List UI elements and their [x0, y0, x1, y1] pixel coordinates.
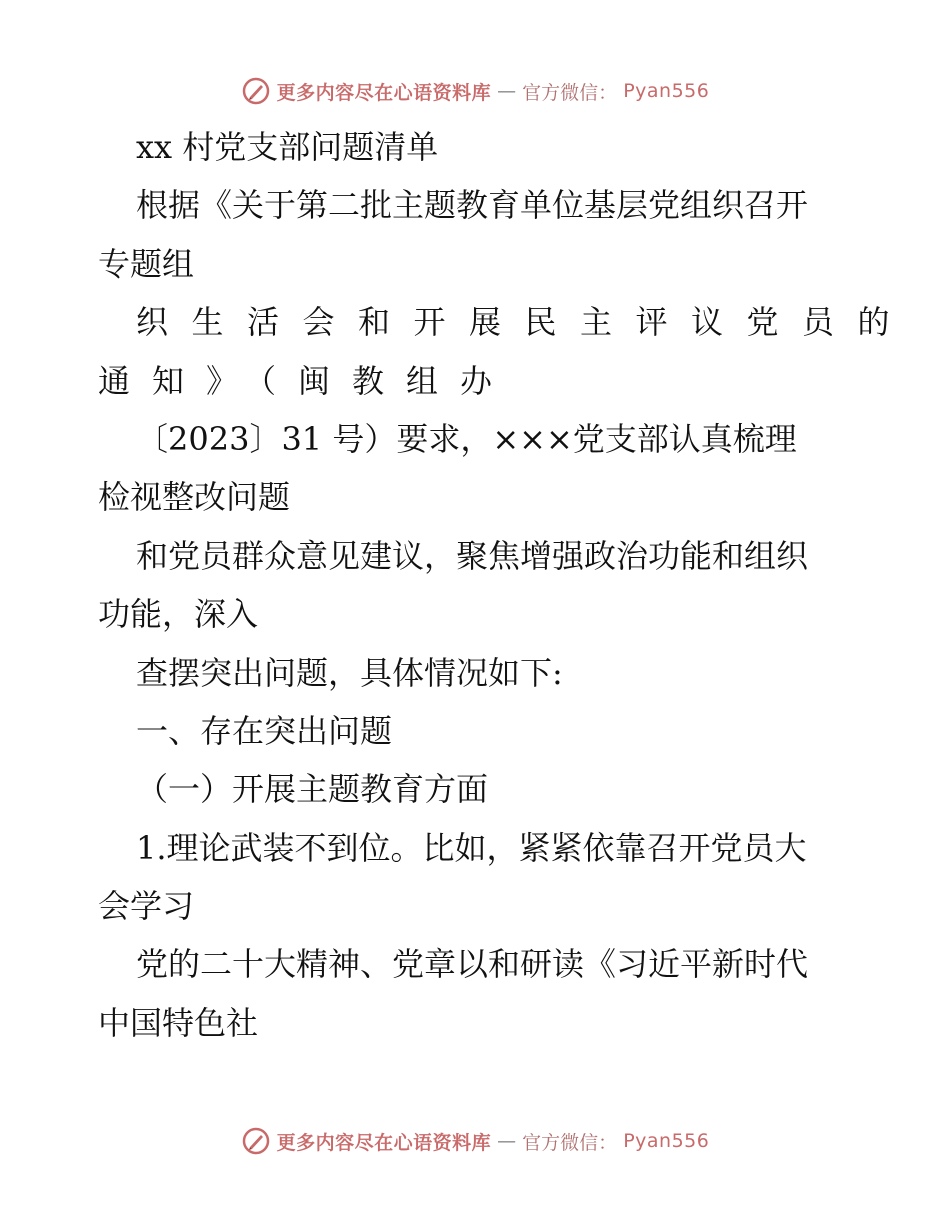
doc-line: 会学习 [98, 887, 195, 926]
doc-line: 检视整改问题 [98, 478, 291, 517]
watermark-brand-text: 更多内容尽在心语资料库 [276, 81, 492, 104]
doc-line: 查摆突出问题，具体情况如下: [136, 653, 563, 692]
watermark-brand-text: 更多内容尽在心语资料库 [276, 1131, 492, 1154]
doc-line: 和党员群众意见建议，聚焦增强政治功能和组织 [136, 536, 809, 575]
doc-line: 功能，深入 [98, 595, 259, 634]
doc-line: 1.理论武装不到位。比如，紧紧依靠召开党员大 [136, 828, 807, 867]
watermark-dash: — [497, 1130, 517, 1152]
doc-line: 专题组 [98, 244, 195, 283]
watermark-footer [0, 1126, 950, 1156]
document-body [98, 118, 914, 1052]
watermark-dash: — [497, 80, 517, 102]
doc-title: xx 村党支部问题清单 [136, 128, 439, 166]
doc-section-heading: 一、存在突出问题 [136, 711, 393, 750]
watermark-contact-text: 官方微信： [522, 81, 618, 104]
pen-logo-icon [241, 76, 271, 106]
doc-line: 通知》（闽教组办 [98, 361, 515, 400]
doc-line: 织生活会和开展民主评议党员的 [136, 303, 914, 342]
watermark-contact-text: 官方微信： [522, 1131, 618, 1154]
doc-subsection-heading: （一）开展主题教育方面 [136, 770, 489, 809]
doc-line: 根据《关于第二批主题教育单位基层党组织召开 [136, 186, 809, 225]
doc-line: 中国特色社 [98, 1003, 259, 1042]
watermark-header [0, 76, 950, 106]
watermark-account: Pyan556 [623, 1130, 710, 1152]
watermark-account: Pyan556 [623, 80, 710, 102]
doc-line: 党的二十大精神、党章以和研读《习近平新时代 [136, 945, 809, 984]
doc-line: 〔2023〕31 号）要求，×××党支部认真梳理 [136, 419, 797, 458]
pen-logo-icon [241, 1126, 271, 1156]
